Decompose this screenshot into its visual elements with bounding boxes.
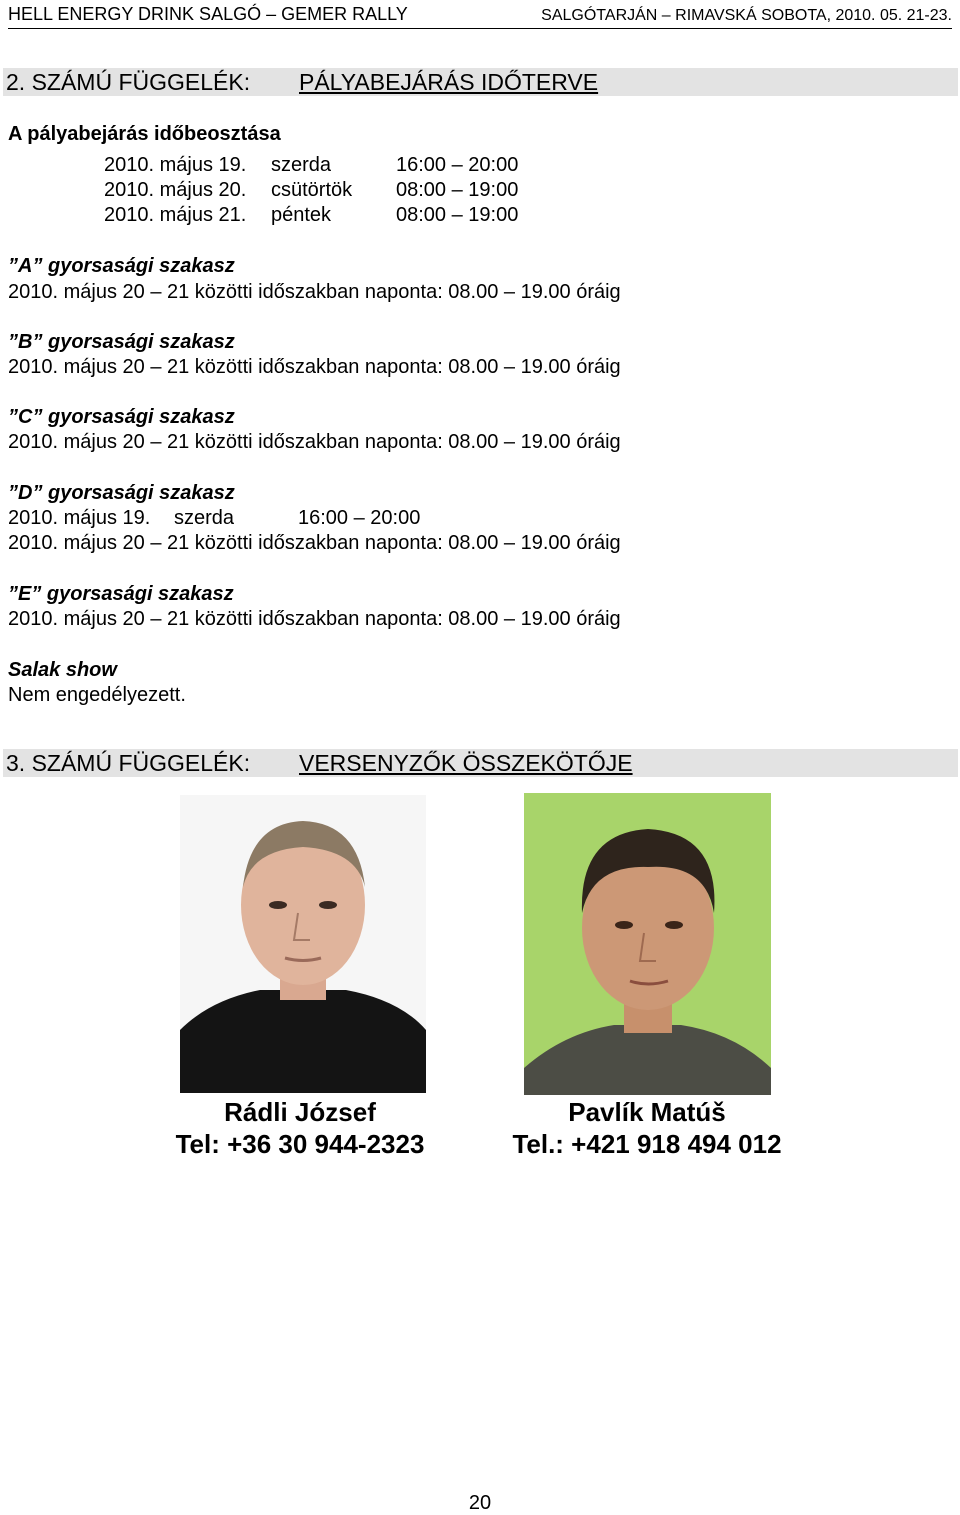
stage-a-title: ”A” gyorsasági szakasz	[8, 255, 235, 277]
schedule-heading: A pályabejárás időbeosztása	[8, 123, 281, 145]
page-number: 20	[468, 1492, 492, 1514]
salak-title: Salak show	[8, 659, 117, 681]
contact-photo-pavlik	[524, 793, 771, 1095]
schedule-time: 16:00 – 20:00	[396, 154, 519, 176]
contact-name: Rádli József	[224, 1097, 376, 1127]
appendix3-heading	[3, 749, 958, 777]
schedule-date: 2010. május 19.	[104, 154, 247, 176]
schedule-day: szerda	[271, 154, 332, 176]
stage-d-text: 2010. május 20 – 21 közötti időszakban naponta: 08.00 – 19.00 óráig	[8, 532, 621, 554]
stage-d-extra-date: 2010. május 19.	[8, 507, 151, 529]
schedule-time: 08:00 – 19:00	[396, 179, 519, 201]
stage-b-title: ”B” gyorsasági szakasz	[8, 331, 235, 353]
contact-phone: Tel.: +421 918 494 012	[512, 1129, 782, 1159]
stage-b-text: 2010. május 20 – 21 közötti időszakban naponta: 08.00 – 19.00 óráig	[8, 356, 621, 378]
appendix2-title: PÁLYABEJÁRÁS IDŐTERVE	[299, 69, 599, 95]
schedule-time: 08:00 – 19:00	[396, 204, 519, 226]
stage-d-title: ”D” gyorsasági szakasz	[8, 482, 235, 504]
stage-c-text: 2010. május 20 – 21 közötti időszakban naponta: 08.00 – 19.00 óráig	[8, 431, 621, 453]
appendix2-number: 2. SZÁMÚ FÜGGELÉK:	[6, 69, 251, 95]
contact-name: Pavlík Matúš	[568, 1097, 726, 1127]
stage-e-title: ”E” gyorsasági szakasz	[8, 583, 234, 605]
stage-d-extra-day: szerda	[174, 507, 235, 529]
stage-c-title: ”C” gyorsasági szakasz	[8, 406, 235, 428]
appendix2-heading	[3, 68, 958, 96]
contact-photo-radli	[180, 795, 426, 1093]
schedule-date: 2010. május 20.	[104, 179, 247, 201]
stage-d-extra	[8, 506, 608, 530]
contact-card-radli	[160, 1096, 440, 1160]
stage-d-extra-time: 16:00 – 20:00	[298, 507, 421, 529]
schedule-day: csütörtök	[271, 179, 353, 201]
salak-text: Nem engedélyezett.	[8, 684, 186, 706]
page-header	[8, 4, 952, 29]
header-right: SALGÓTARJÁN – RIMAVSKÁ SOBOTA, 2010. 05. 21-23.	[541, 7, 952, 24]
stage-a-text: 2010. május 20 – 21 közötti időszakban naponta: 08.00 – 19.00 óráig	[8, 281, 621, 303]
schedule-day: péntek	[271, 204, 332, 226]
schedule-date: 2010. május 21.	[104, 204, 247, 226]
appendix3-title: VERSENYZŐK ÖSSZEKÖTŐJE	[299, 750, 633, 776]
stage-e-text: 2010. május 20 – 21 közötti időszakban naponta: 08.00 – 19.00 óráig	[8, 608, 621, 630]
contact-phone: Tel: +36 30 944-2323	[175, 1129, 425, 1159]
contact-card-pavlik	[492, 1096, 802, 1160]
appendix3-number: 3. SZÁMÚ FÜGGELÉK:	[6, 750, 251, 776]
header-left: HELL ENERGY DRINK SALGÓ – GEMER RALLY	[8, 4, 408, 24]
